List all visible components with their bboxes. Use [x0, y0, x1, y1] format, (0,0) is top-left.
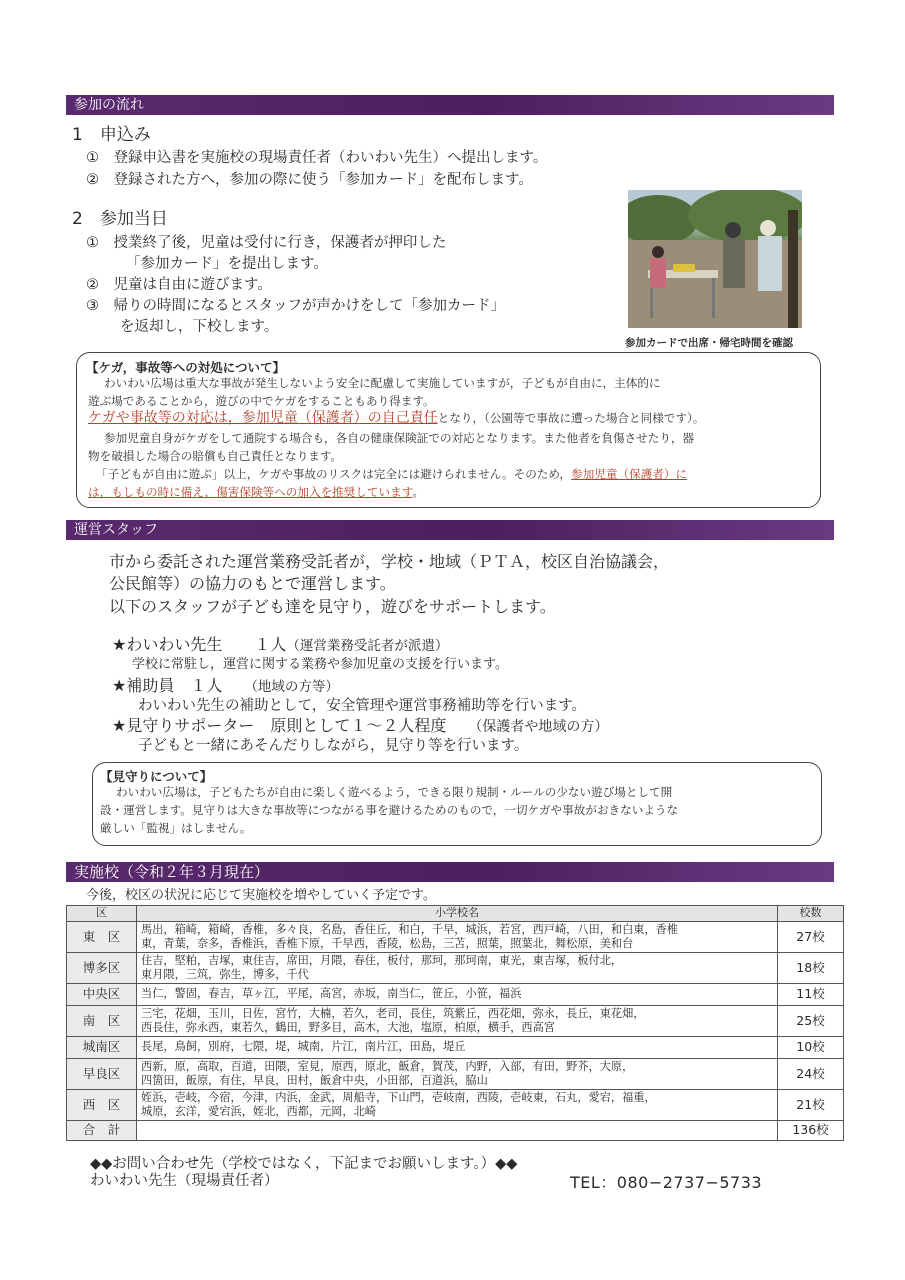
count-cell: 11校 [778, 984, 844, 1006]
step2-line-5: を返却し，下校します。 [120, 319, 279, 335]
col-header-ward: 区 [67, 906, 137, 922]
schools-line: 西長住，弥永西，東若久，鶴田，野多目，高木，大池，塩原，柏原，横手，西高宮 [141, 1021, 555, 1034]
contact-heading: ◆◆お問い合わせ先（学校ではなく，下記までお願いします。）◆◆ [90, 1156, 518, 1172]
schools-cell [137, 1006, 778, 1037]
schools-line: 四箇田，飯原，有住，早良，田村，飯倉中央，小田部，百道浜，脇山 [141, 1074, 488, 1087]
event-photo-drawing [628, 190, 802, 328]
role-3-desc: 子どもと一緒にあそんだりしながら，見守り等を行います。 [138, 738, 529, 754]
count-cell: 27校 [778, 922, 844, 953]
ward-cell: 東 区 [67, 922, 137, 953]
injury-responsibility-emphasis: ケガや事故等の対応は，参加児童（保護者）の自己責任 [88, 410, 438, 426]
schools-line: 長尾，鳥飼，別府，七隈，堤，城南，片江，南片江，田島，堤丘 [141, 1040, 466, 1054]
injury-title: 【ケガ，事故等への対処について】 [86, 360, 286, 375]
injury-insurance-emphasis-2: は，もしもの時に備え，傷害保険等への加入を推奨しています [88, 485, 413, 499]
step1-item-2: ② 登録された方へ，参加の際に使う「参加カード」を配布します。 [86, 172, 533, 188]
schools-line: 馬出，箱崎，箱崎，香椎，多々良，名島，香住丘，和白，千早，城浜，若宮，西戸崎，八田，和白東，香椎 [141, 922, 679, 936]
role-1-note: （運営業務受託者が派遣） [286, 638, 449, 654]
ward-cell: 博多区 [67, 953, 137, 984]
role-3-title: ★見守りサポーター 原則として１～２人程度 [112, 716, 447, 735]
ward-cell: 中央区 [67, 984, 137, 1006]
schools-line: 東，青葉，奈多，香椎浜，香椎下原，千早西，香陵，松島，三苫，照葉，照葉北，舞松原，美和台 [141, 937, 634, 950]
ward-cell: 城南区 [67, 1037, 137, 1059]
schools-line: 城原，玄洋，愛宕浜，姪北，西都，元岡，北崎 [141, 1105, 376, 1118]
table-row [67, 1059, 844, 1090]
role-1-desc: 学校に常駐し，運営に関する業務や参加児童の支援を行います。 [132, 657, 508, 672]
schools-cell [137, 984, 778, 1006]
step2-title: 2 参加当日 [72, 209, 168, 229]
injury-line-6: 「子どもが自由に遊ぶ」以上，ケガや事故のリスクは完全には避けられません。そのため， [96, 467, 572, 481]
step2-line-3: ② 児童は自由に遊びます。 [86, 277, 272, 293]
role-2-note: （地域の方等） [244, 679, 339, 695]
total-count: 136校 [778, 1121, 844, 1141]
staff-intro-3: 以下のスタッフが子ども達を見守り，遊びをサポートします。 [109, 597, 556, 616]
role-1-title: ★わいわい先生 １人 [112, 635, 287, 654]
count-cell: 24校 [778, 1059, 844, 1090]
event-photo [628, 190, 802, 328]
role-3-note: （保護者や地域の方） [468, 719, 609, 735]
total-label: 合 計 [67, 1121, 137, 1141]
staff-intro-1: 市から委託された運営業務受託者が，学校・地域（ＰＴＡ，校区自治協議会， [109, 552, 670, 571]
schools-table [66, 905, 844, 1141]
step2-line-1: ① 授業終了後，児童は受付に行き，保護者が押印した [86, 235, 447, 251]
injury-line-2: 遊ぶ場であることから，遊びの中でケガをすることもあり得ます。 [88, 394, 435, 408]
role-2-title: ★補助員 １人 [112, 676, 223, 695]
count-cell: 21校 [778, 1090, 844, 1121]
step1-title: 1 申込み [72, 125, 151, 145]
schools-section-header: 実施校（令和２年３月現在） [66, 862, 834, 882]
col-header-count: 校数 [778, 906, 844, 922]
total-row [67, 1121, 844, 1141]
schools-line: 三宅，花畑，玉川，日佐，宮竹，大楠，若久，老司，長住，筑紫丘，西花畑，弥永，長丘，東花畑， [141, 1006, 645, 1020]
step2-line-4: ③ 帰りの時間になるとスタッフが声かけをして「参加カード」 [86, 298, 505, 314]
staff-intro-2: 公民館等）の協力のもとで運営します。 [109, 574, 396, 593]
schools-line: 住吉，堅粕，吉塚，東住吉，席田，月隈，春住，板付，那珂，那珂南，東光，東吉塚，板付北， [141, 953, 623, 967]
step1-item-1: ① 登録申込書を実施校の現場責任者（わいわい先生）へ提出します。 [86, 150, 548, 166]
watch-line-1: わいわい広場は，子どもたちが自由に楽しく遊べるよう，できる限り規制・ルールの少ない遊び場として開 [116, 785, 673, 799]
table-row [67, 1037, 844, 1059]
count-cell: 10校 [778, 1037, 844, 1059]
watch-line-3: 厳しい「監視」はしません。 [100, 821, 252, 835]
injury-insurance-emphasis-1: 参加児童（保護者）に [571, 467, 688, 481]
table-header-row [67, 906, 844, 922]
ward-cell: 西 区 [67, 1090, 137, 1121]
injury-line-5: 物を破損した場合の賠償も自己責任となります。 [88, 449, 343, 463]
table-row [67, 1090, 844, 1121]
schools-cell [137, 1037, 778, 1059]
table-row [67, 984, 844, 1006]
schools-cell [137, 953, 778, 984]
count-cell: 25校 [778, 1006, 844, 1037]
schools-cell [137, 1059, 778, 1090]
flow-section-header: 参加の流れ [66, 95, 834, 115]
injury-line-1: わいわい広場は重大な事故が発生しないよう安全に配慮して実施していますが，子どもが自由に，主体的に [104, 376, 661, 390]
watch-title: 【見守りについて】 [100, 769, 213, 784]
injury-line-3: となり，（公園等で事故に遭った場合と同様です）。 [437, 411, 705, 425]
table-row [67, 1006, 844, 1037]
schools-line: 当仁，警固，春吉，草ヶ江，平尾，高宮，赤坂，南当仁，笹丘，小笹，福浜 [141, 987, 522, 1001]
schools-cell [137, 922, 778, 953]
total-empty-cell [137, 1121, 778, 1141]
table-row [67, 953, 844, 984]
staff-section-header: 運営スタッフ [66, 520, 834, 540]
contact-tel: TEL：080−2737−5733 [570, 1173, 763, 1192]
step2-line-2: 「参加カード」を提出します。 [126, 256, 328, 272]
col-header-names: 小学校名 [137, 906, 778, 922]
watch-line-2: 設・運営します。見守りは大きな事故等につながる事を避けるためのもので，一切ケガや事故がおきないような [100, 803, 679, 817]
role-2-desc: わいわい先生の補助として，安全管理や運営事務補助等を行います。 [138, 698, 587, 714]
schools-note: 今後，校区の状況に応じて実施校を増やしていく予定です。 [86, 888, 436, 903]
ward-cell: 早良区 [67, 1059, 137, 1090]
contact-name: わいわい先生（現場責任者） [90, 1173, 279, 1189]
schools-line: 西新，原，高取，百道，田隈，室見，原西，原北，飯倉，賀茂，内野，入部，有田，野芥，大原， [141, 1059, 634, 1073]
schools-cell [137, 1090, 778, 1121]
schools-line: 姪浜，壱岐，今宿，今津，内浜，金武，周船寺，下山門，壱岐南，西陵，壱岐東，石丸，愛宕，福重， [141, 1090, 656, 1104]
schools-line: 東月隈，三筑，弥生，博多，千代 [141, 968, 309, 981]
photo-caption: 参加カードで出席・帰宅時間を確認 [625, 337, 793, 349]
injury-line-4: 参加児童自身がケガをして通院する場合も，各自の健康保険証での対応となります。また他者を負傷させたり，器 [104, 431, 695, 445]
injury-line-7-end: 。 [412, 485, 425, 499]
ward-cell: 南 区 [67, 1006, 137, 1037]
table-row [67, 922, 844, 953]
count-cell: 18校 [778, 953, 844, 984]
